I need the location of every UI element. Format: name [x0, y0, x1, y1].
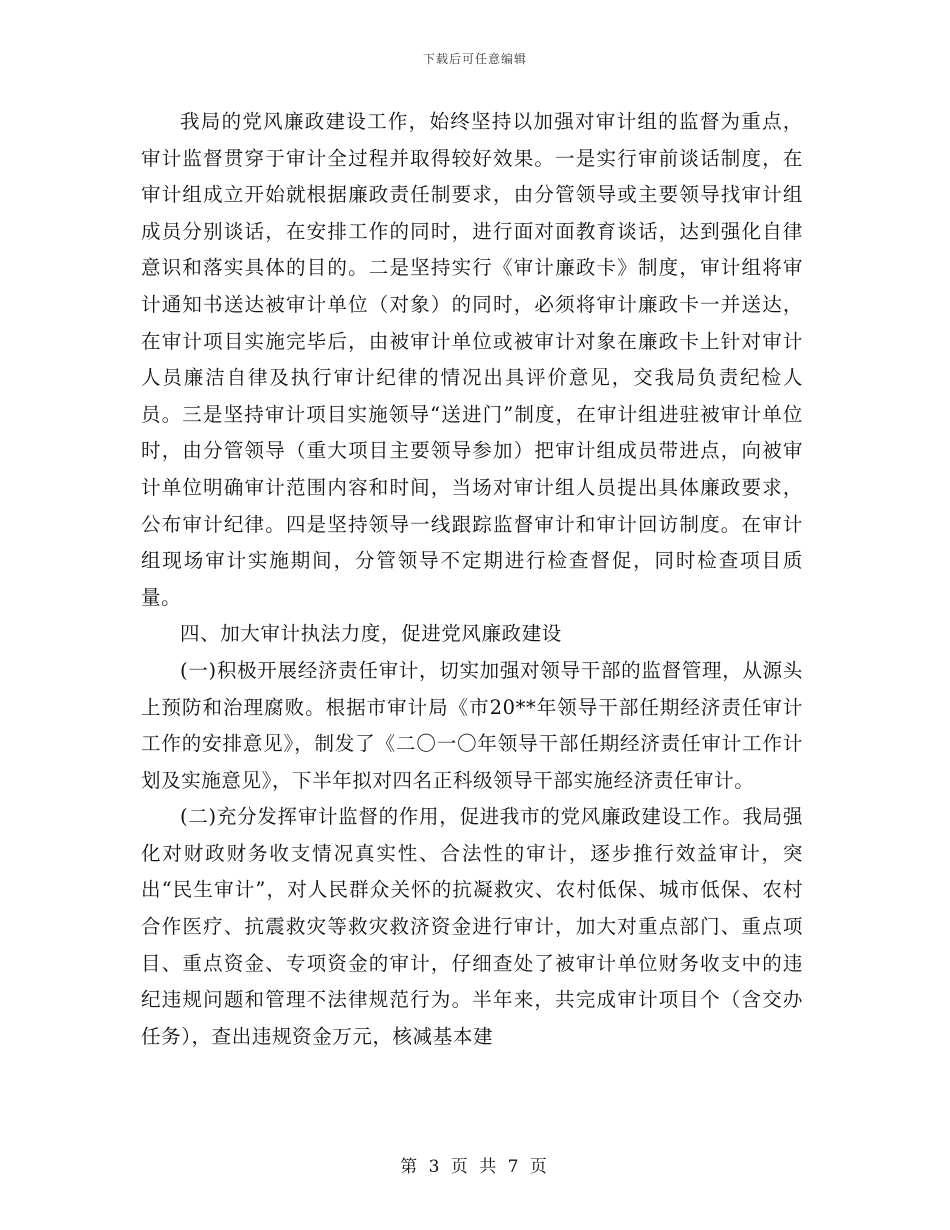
- paragraph-supervision: 我局的党风廉政建设工作，始终坚持以加强对审计组的监督为重点，审计监督贯穿于审计全过程并取得较好效果。一是实行审前谈话制度，在审计组成立开始就根据廉政责任制要求，由分管领导或主要领导找审计组成员分别谈话，在安排工作的同时，进行面对面教育谈话，达到强化自律意识和落实具体的目的。二是坚持实行《审计廉政卡》制度，审计组将审计通知书送达被审计单位（对象）的同时，必须将审计廉政卡一并送达，在审计项目实施完毕后，由被审计单位或被审计对象在廉政卡上针对审计人员廉洁自律及执行审计纪律的情况出具评价意见，交我局负责纪检人员。三是坚持审计项目实施领导“送进门”制度，在审计组进驻被审计单位时，由分管领导（重大项目主要领导参加）把审计组成员带进点，向被审计单位明确审计范围内容和时间，当场对审计组人员提出具体廉政要求，公布审计纪律。四是坚持领导一线跟踪监督审计和审计回访制度。在审计组现场审计实施期间，分管领导不定期进行检查督促，同时检查项目质量。: [141, 110, 803, 609]
- section-heading-four: 四、加大审计执法力度，促进党风廉政建设: [180, 622, 562, 646]
- page-number-footer: 第 3 页 共 7 页: [400, 1157, 550, 1177]
- paragraph-economic-audit: (一)积极开展经济责任审计，切实加强对领导干部的监督管理，从源头上预防和治理腐败。根据市审计局《市20**年领导干部任期经济责任审计工作的安排意见》，制发了《二〇一〇年领导干部任期经济责任审计工作计划及实施意见》，下半年拟对四名正科级领导干部实施经济责任审计。: [141, 658, 803, 792]
- header-note: 下载后可任意编辑: [422, 52, 527, 66]
- paragraph-audit-supervision-role: (二)充分发挥审计监督的作用，促进我市的党风廉政建设工作。我局强化对财政财务收支情况真实性、合法性的审计，逐步推行效益审计，突出“民生审计”，对人民群众关怀的抗凝救灾、农村低保、城市低保、农村合作医疗、抗震救灾等救灾救济资金进行审计，加大对重点部门、重点项目、重点资金、专项资金的审计，仔细查处了被审计单位财务收支中的违纪违规问题和管理不法律规范行为。半年来，共完成审计项目个（含交办任务），查出违规资金万元，核减基本建: [141, 805, 803, 1048]
- document-body: [141, 104, 803, 1055]
